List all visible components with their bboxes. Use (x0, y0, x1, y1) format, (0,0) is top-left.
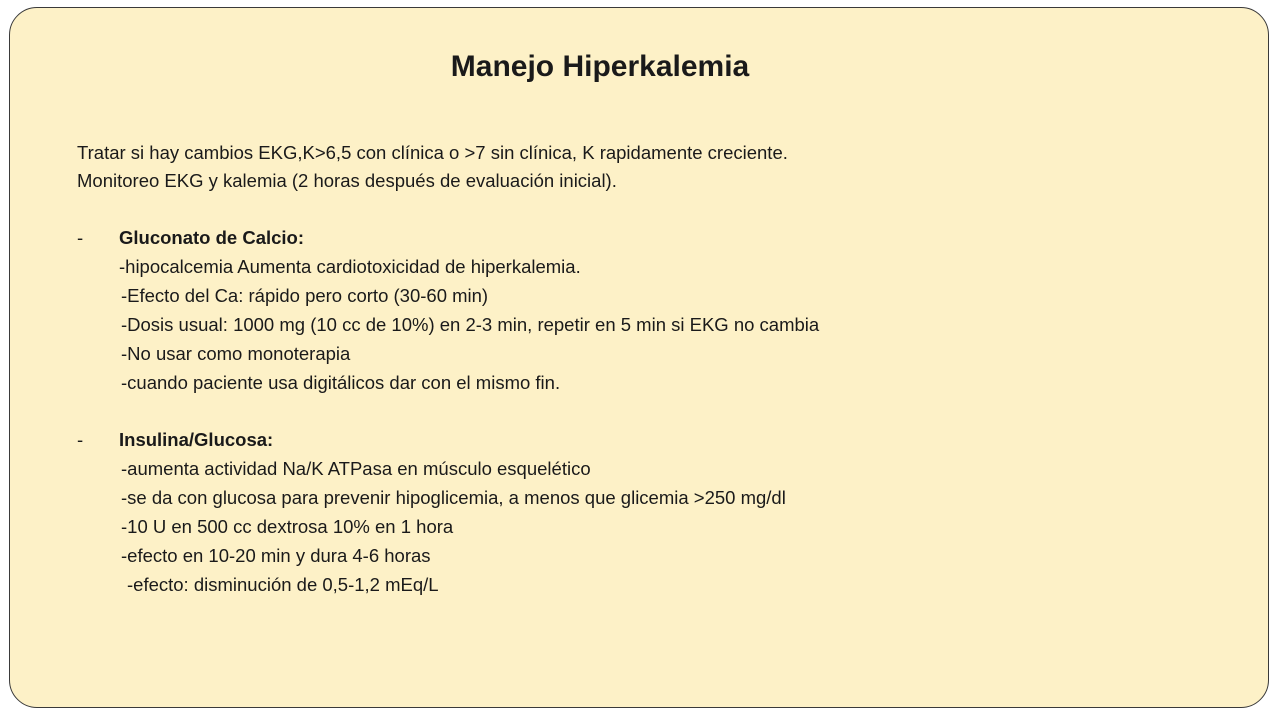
slide-frame (9, 7, 1269, 708)
list-item: -cuando paciente usa digitálicos dar con el mismo fin. (121, 372, 561, 393)
bullet-dash: - (77, 227, 84, 248)
list-item: -10 U en 500 cc dextrosa 10% en 1 hora (121, 516, 454, 537)
section-heading (77, 426, 786, 454)
section-title: Insulina/Glucosa: (119, 429, 274, 450)
list-item: -aumenta actividad Na/K ATPasa en músculo esquelético (121, 458, 591, 479)
section-title: Gluconato de Calcio: (119, 227, 305, 248)
bullet-dash: - (77, 429, 84, 450)
section-gluconato-calcio (77, 224, 819, 397)
section-heading (77, 224, 819, 252)
list-item: -se da con glucosa para prevenir hipoglicemia, a menos que glicemia >250 mg/dl (121, 487, 786, 508)
list-item: -efecto en 10-20 min y dura 4-6 horas (121, 545, 431, 566)
intro-paragraph (77, 139, 788, 195)
list-item: -hipocalcemia Aumenta cardiotoxicidad de hiperkalemia. (119, 256, 581, 277)
section-insulina-glucosa (77, 426, 786, 599)
list-item: -Efecto del Ca: rápido pero corto (30-60 min) (121, 285, 489, 306)
slide-title: Manejo Hiperkalemia (450, 50, 750, 83)
list-item: -No usar como monoterapia (121, 343, 351, 364)
list-item: -Dosis usual: 1000 mg (10 cc de 10%) en 2-3 min, repetir en 5 min si EKG no cambia (121, 314, 820, 335)
intro-line: Tratar si hay cambios EKG,K>6,5 con clínica o >7 sin clínica, K rapidamente creciente. (77, 142, 788, 163)
list-item: -efecto: disminución de 0,5-1,2 mEq/L (127, 574, 439, 595)
intro-line: Monitoreo EKG y kalemia (2 horas después de evaluación inicial). (77, 170, 617, 191)
